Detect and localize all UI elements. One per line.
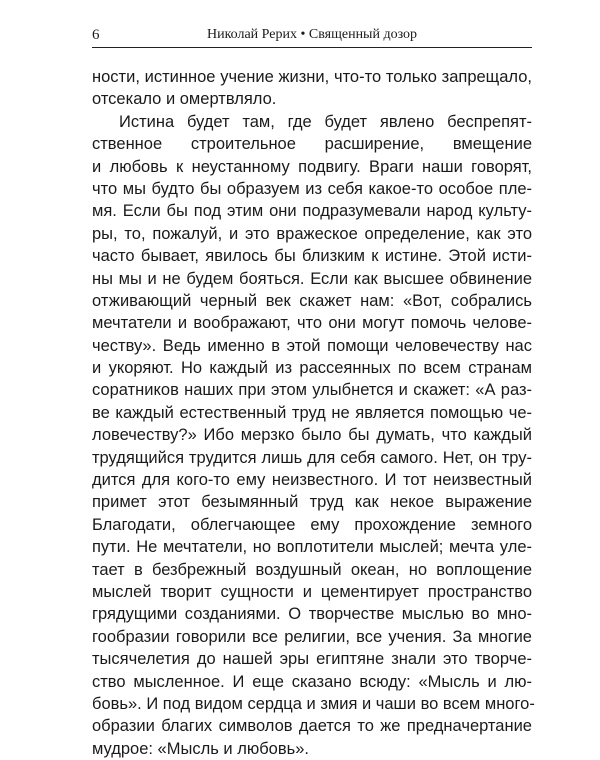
text-line: трудящийся трудится лишь для себя самого. Нет, он тру-: [92, 448, 532, 467]
text-line: дится для кого-то ему неизвестного. И тот неизвестный: [92, 471, 532, 490]
text-line: тысячелетия до нашей эры египтяне знали это творче-: [92, 650, 532, 669]
text-line: пути. Не мечтатели, но воплотители мыслей; мечта уле-: [92, 538, 532, 557]
text-line: мудрое: «Мысль и любовь».: [92, 739, 309, 758]
text-line: ве каждый естественный труд не является помощью че-: [92, 403, 532, 422]
text-line: отживающий черный век скажет нам: «Вот, собрались: [92, 291, 532, 310]
body-text: [92, 66, 535, 760]
text-line: мыслей творит сущности и цементирует пространство: [92, 582, 532, 601]
text-line: честву». Ведь именно в этой помощи человечеству нас: [92, 336, 532, 355]
text-line: ловечеству?» Ибо мерзко было бы думать, что каждый: [92, 426, 532, 445]
text-line: соратников наших при этом улыбнется и скажет: «А раз-: [92, 381, 532, 400]
text-line: ры, то, пожалуй, и это вражеское определение, как это: [92, 224, 532, 243]
text-line: Истина будет там, где будет явлено беспрепят-: [119, 112, 532, 131]
text-line: ности, истинное учение жизни, что-то только запрещало,: [92, 68, 532, 86]
text-line: что мы будто бы образуем из себя какое-то особое пле-: [92, 179, 532, 198]
page-header: [92, 25, 532, 48]
text-line: и укоряют. Но каждый из рассеянных по всем странам: [92, 359, 532, 378]
text-line: образии благих символов дается то же предначертание: [92, 717, 532, 736]
text-line: примет этот безымянный труд как некое выражение: [92, 493, 532, 512]
page-number: 6: [92, 27, 100, 43]
text-line: часто бывает, явилось бы близким к истине. Этой исти-: [92, 247, 532, 266]
text-line: гообразии говорили все религии, все учения. За многие: [92, 627, 532, 646]
text-line: отсекало и омертвляло.: [92, 90, 277, 109]
text-line: бовь». И под видом сердца и змия и чаши во всем много-: [92, 694, 535, 713]
text-line: грядущими созданиями. О творчестве мыслью во мно-: [92, 605, 532, 624]
text-line: ство мысленное. И еще сказано всюду: «Мысль и лю-: [92, 672, 532, 691]
text-line: Благодати, облегчающее ему прохождение земного: [92, 515, 532, 534]
text-line: ны мы и не будем бояться. Если как высшее обвинение: [92, 269, 532, 288]
text-line: и любовь к неустанному подвигу. Враги наши говорят,: [92, 157, 532, 176]
text-line: мечтатели и воображают, что они могут помочь челове-: [92, 314, 532, 333]
text-line: ственное строительное расширение, вмещение: [92, 135, 532, 154]
running-head: Николай Рерих • Священный дозор: [206, 27, 418, 42]
text-line: мя. Если бы под этим они подразумевали народ культу-: [92, 202, 532, 221]
text-line: тает в безбрежный воздушный океан, но воплощение: [92, 560, 532, 579]
